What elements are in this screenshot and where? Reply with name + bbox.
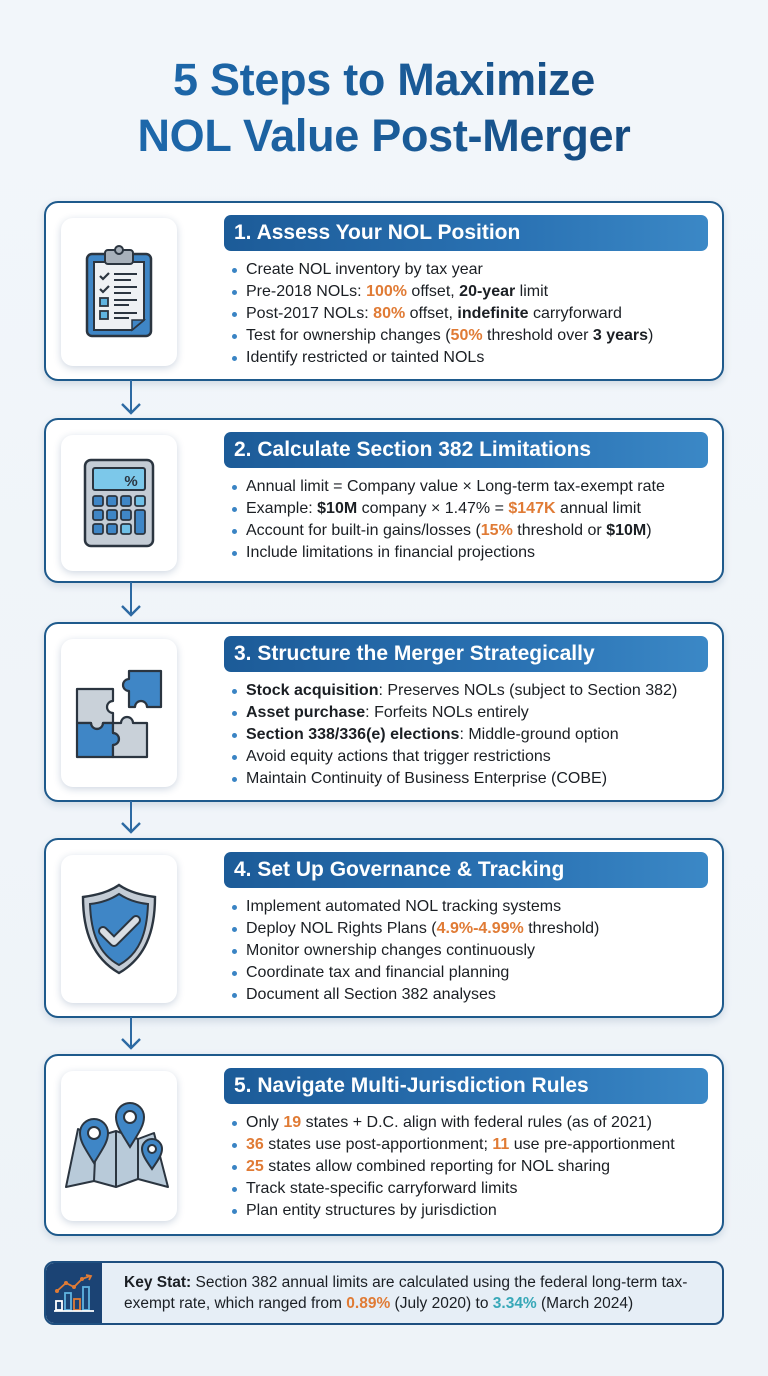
step-2-icon-box bbox=[61, 435, 177, 571]
bullet-item bbox=[230, 325, 712, 347]
bullet-item bbox=[230, 347, 712, 369]
step-1-heading: 1. Assess Your NOL Position bbox=[224, 215, 708, 251]
highlight-text: 15% bbox=[480, 522, 513, 539]
bullet-item bbox=[230, 542, 712, 564]
highlight-text: 100% bbox=[366, 283, 407, 300]
bullet-item bbox=[230, 1156, 712, 1178]
arrow-down-icon bbox=[116, 801, 146, 839]
step-card-1 bbox=[44, 201, 724, 381]
bullet-item bbox=[230, 1178, 712, 1200]
bullet-item bbox=[230, 768, 712, 790]
text-segment: Create NOL inventory by tax year bbox=[246, 261, 483, 278]
step-3-bullets bbox=[230, 680, 712, 790]
bullet-item bbox=[230, 940, 712, 962]
text-segment: Document all Section 382 analyses bbox=[246, 986, 496, 1003]
svg-text:%: % bbox=[124, 473, 138, 490]
arrow-down-icon bbox=[116, 380, 146, 420]
text-segment: Section 382 annual limits are calculated using the federal long-term tax-exempt rate, which ranged from bbox=[124, 1274, 688, 1312]
highlight-text: $10M bbox=[606, 522, 647, 539]
text-segment: (March 2024) bbox=[536, 1295, 634, 1312]
chart-trend-icon bbox=[52, 1273, 96, 1313]
step-2-bullets bbox=[230, 476, 712, 564]
highlight-text: 19 bbox=[283, 1114, 302, 1131]
highlight-text: 80% bbox=[373, 305, 406, 322]
text-segment: states + D.C. align with federal rules (as of 2021) bbox=[301, 1114, 652, 1131]
text-segment: threshold or bbox=[512, 522, 607, 539]
highlight-text: 11 bbox=[492, 1136, 510, 1153]
text-segment: limit bbox=[515, 283, 549, 300]
bullet-item bbox=[230, 962, 712, 984]
text-segment: annual limit bbox=[555, 500, 641, 517]
key-stat-label: Key Stat: bbox=[124, 1274, 192, 1291]
text-segment: Track state-specific carryforward limits bbox=[246, 1180, 518, 1197]
step-4-heading: 4. Set Up Governance & Tracking bbox=[224, 852, 708, 888]
text-segment: states allow combined reporting for NOL sharing bbox=[263, 1158, 611, 1175]
bullet-item bbox=[230, 476, 712, 498]
step-4-icon-box bbox=[61, 855, 177, 1003]
bullet-item bbox=[230, 680, 712, 702]
step-3-heading: 3. Structure the Merger Strategically bbox=[224, 636, 708, 672]
highlight-text: 50% bbox=[450, 327, 483, 344]
bullet-item bbox=[230, 702, 712, 724]
step-5-icon-box bbox=[61, 1071, 177, 1221]
step-5-bullets bbox=[230, 1112, 712, 1222]
bullet-item bbox=[230, 281, 712, 303]
text-segment: (July 2020) to bbox=[390, 1295, 493, 1312]
page-title-line-1: 5 Steps to Maximize bbox=[173, 54, 595, 105]
text-segment: : Preserves NOLs (subject to Section 382) bbox=[378, 682, 678, 699]
page-title-line-2: NOL Value Post-Merger bbox=[137, 110, 631, 161]
bullet-item bbox=[230, 1112, 712, 1134]
text-segment: Include limitations in financial projections bbox=[246, 544, 536, 561]
text-segment: states use post-apportionment; bbox=[263, 1136, 493, 1153]
highlight-text: indefinite bbox=[457, 305, 529, 322]
text-segment: carryforward bbox=[528, 305, 622, 322]
calculator-icon bbox=[83, 458, 155, 548]
puzzle-pieces-icon bbox=[73, 667, 165, 759]
step-1-bullets bbox=[230, 259, 712, 369]
map-pins-icon bbox=[64, 1101, 174, 1191]
bullet-item bbox=[230, 259, 712, 281]
text-segment: threshold over bbox=[482, 327, 593, 344]
bullet-item bbox=[230, 1200, 712, 1222]
key-stat-callout bbox=[44, 1261, 724, 1325]
bullet-item bbox=[230, 520, 712, 542]
step-2-heading: 2. Calculate Section 382 Limitations bbox=[224, 432, 708, 468]
bullet-item bbox=[230, 984, 712, 1006]
text-segment: Identify restricted or tainted NOLs bbox=[246, 349, 485, 366]
text-segment: : Forfeits NOLs entirely bbox=[365, 704, 529, 721]
highlight-text: 3.34% bbox=[492, 1295, 537, 1312]
step-4-bullets bbox=[230, 896, 712, 1006]
highlight-text: 20-year bbox=[459, 283, 516, 300]
bullet-item bbox=[230, 303, 712, 325]
text-segment: Annual limit = Company value × Long-term tax-exempt rate bbox=[246, 478, 665, 495]
text-segment: Maintain Continuity of Business Enterprise (COBE) bbox=[246, 770, 608, 787]
highlight-text: 25 bbox=[246, 1158, 264, 1175]
text-segment: Test for ownership changes ( bbox=[246, 327, 451, 344]
text-segment: Post-2017 NOLs: bbox=[246, 305, 374, 322]
bullet-item bbox=[230, 896, 712, 918]
text-segment: ) bbox=[648, 327, 654, 344]
page-title bbox=[0, 52, 768, 164]
bullet-item bbox=[230, 1134, 712, 1156]
highlight-text: Section 338/336(e) elections bbox=[246, 726, 460, 743]
text-segment: offset, bbox=[405, 305, 458, 322]
text-segment: Avoid equity actions that trigger restrictions bbox=[246, 748, 551, 765]
step-card-5 bbox=[44, 1054, 724, 1236]
bullet-item bbox=[230, 918, 712, 940]
text-segment: threshold) bbox=[523, 920, 600, 937]
bullet-item bbox=[230, 724, 712, 746]
text-segment: Only bbox=[246, 1114, 284, 1131]
bullet-item bbox=[230, 746, 712, 768]
clipboard-checklist-icon bbox=[83, 244, 155, 340]
highlight-text: 3 years bbox=[592, 327, 649, 344]
step-card-2 bbox=[44, 418, 724, 583]
text-segment: ) bbox=[646, 522, 652, 539]
step-card-4 bbox=[44, 838, 724, 1018]
highlight-text: $10M bbox=[317, 500, 358, 517]
highlight-text: 36 bbox=[246, 1136, 264, 1153]
step-card-3 bbox=[44, 622, 724, 802]
key-stat-icon-box bbox=[46, 1263, 102, 1323]
text-segment: Deploy NOL Rights Plans ( bbox=[246, 920, 437, 937]
text-segment: company × 1.47% = bbox=[357, 500, 509, 517]
text-segment: Implement automated NOL tracking systems bbox=[246, 898, 562, 915]
highlight-text: Stock acquisition bbox=[246, 682, 379, 699]
key-stat-text bbox=[124, 1272, 712, 1314]
text-segment: Coordinate tax and financial planning bbox=[246, 964, 510, 981]
key-stat-body bbox=[124, 1274, 687, 1312]
highlight-text: 0.89% bbox=[346, 1295, 391, 1312]
highlight-text: 4.9%-4.99% bbox=[436, 920, 524, 937]
shield-check-icon bbox=[79, 882, 159, 976]
step-3-icon-box bbox=[61, 639, 177, 787]
text-segment: Monitor ownership changes continuously bbox=[246, 942, 536, 959]
text-segment: : Middle-ground option bbox=[459, 726, 619, 743]
text-segment: offset, bbox=[406, 283, 460, 300]
step-1-icon-box bbox=[61, 218, 177, 366]
text-segment: Example: bbox=[246, 500, 318, 517]
bullet-item bbox=[230, 498, 712, 520]
text-segment: Pre-2018 NOLs: bbox=[246, 283, 367, 300]
text-segment: use pre-apportionment bbox=[509, 1136, 675, 1153]
highlight-text: Asset purchase bbox=[246, 704, 366, 721]
arrow-down-icon bbox=[116, 582, 146, 622]
text-segment: Account for built-in gains/losses ( bbox=[246, 522, 481, 539]
arrow-down-icon bbox=[116, 1017, 146, 1055]
text-segment: Plan entity structures by jurisdiction bbox=[246, 1202, 497, 1219]
highlight-text: $147K bbox=[508, 500, 556, 517]
step-5-heading: 5. Navigate Multi-Jurisdiction Rules bbox=[224, 1068, 708, 1104]
